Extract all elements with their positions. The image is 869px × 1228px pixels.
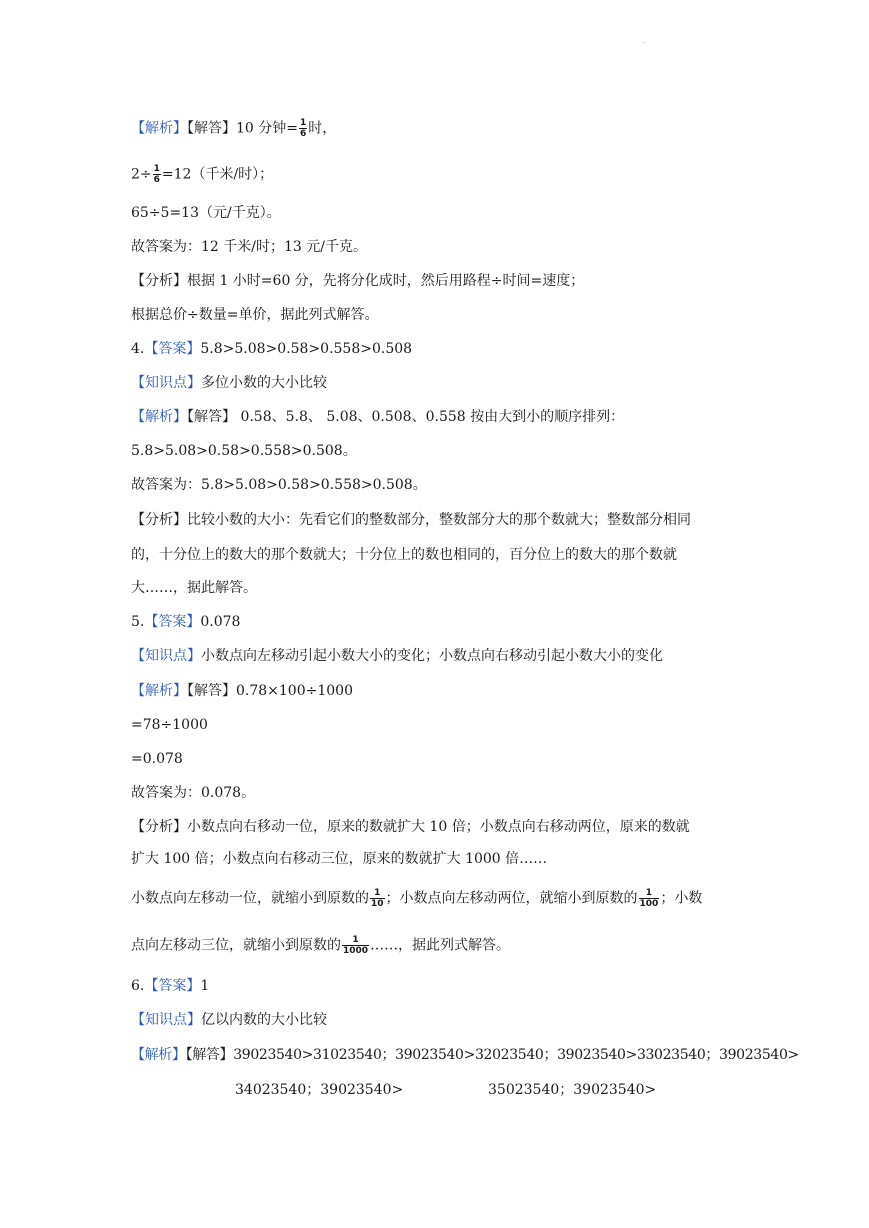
line-3: 65÷5=13（元/千克）。 — [131, 205, 281, 221]
line-26 — [131, 1010, 327, 1030]
text: 亿以内数的大小比较 — [201, 1012, 327, 1028]
fraction-numerator: 1 — [342, 935, 369, 946]
tag-knowledge: 【知识点】 — [131, 375, 201, 391]
fraction-numerator: 1 — [370, 888, 385, 899]
fraction-numerator: 1 — [300, 118, 307, 128]
tag-jiexi: 【解析】 — [131, 683, 187, 699]
text: 小数点向左移动引起小数大小的变化；小数点向右移动引起小数大小的变化 — [201, 648, 663, 664]
text: 2÷ — [131, 166, 152, 183]
line-2 — [131, 164, 273, 185]
tag-answer: 【答案】 — [144, 341, 201, 357]
tag-knowledge: 【知识点】 — [131, 648, 201, 664]
line-10: 5.8>5.08>0.58>0.558>0.508。 — [131, 443, 357, 459]
answer-value: 1 — [200, 978, 210, 994]
text: 【解答】0.78×100÷1000 — [187, 683, 353, 699]
text: 【解答】39023540>31023540；39023540>32023540；39023540>33023540；39023540> — [185, 1047, 799, 1063]
answer-value: 5.8>5.08>0.58>0.558>0.508 — [200, 341, 413, 357]
text: ；小数点向左移动两位，就缩小到原数的 — [385, 890, 638, 907]
tag-answer: 【答案】 — [144, 614, 201, 630]
fraction — [153, 164, 161, 185]
line-13: 的，十分位上的数大的那个数就大；十分位上的数也相同的，百分位上的数大的那个数就 — [131, 547, 677, 563]
tag-knowledge: 【知识点】 — [131, 1012, 201, 1028]
line-16 — [131, 646, 663, 666]
line-27 — [131, 1045, 799, 1065]
answer-value: 0.078 — [200, 614, 241, 630]
question-number: 5. — [131, 614, 145, 630]
text: ；小数 — [660, 890, 703, 907]
text: 【解答】10 分钟= — [187, 120, 298, 137]
text: 小数点向左移动一位，就缩小到原数的 — [131, 890, 369, 907]
tag-jiexi: 【解析】 — [131, 120, 187, 137]
fraction — [639, 888, 660, 909]
line-19: =0.078 — [131, 751, 183, 767]
line-23 — [131, 888, 702, 909]
line-9 — [131, 407, 624, 427]
fraction-denominator: 6 — [153, 175, 160, 185]
line-1 — [131, 118, 336, 139]
tag-jiexi: 【解析】 — [131, 409, 187, 425]
fraction-denominator: 100 — [639, 899, 659, 909]
tag-answer: 【答案】 — [144, 978, 201, 994]
line-28b: 35023540；39023540> — [488, 1082, 657, 1098]
line-18: =78÷1000 — [131, 717, 208, 733]
page-dot: . — [643, 38, 645, 45]
text: 点向左移动三位，就缩小到原数的 — [131, 937, 341, 954]
line-6: 根据总价÷数量=单价，据此列式解答。 — [131, 307, 379, 323]
text: 时， — [308, 120, 337, 137]
line-21: 【分析】小数点向右移动一位，原来的数就扩大 10 倍；小数点向右移动两位，原来的数就 — [131, 819, 690, 835]
line-28a: 34023540；39023540> — [235, 1082, 404, 1098]
fraction-numerator: 1 — [639, 888, 660, 899]
line-22: 扩大 100 倍；小数点向右移动三位，原来的数就扩大 1000 倍…… — [131, 851, 548, 867]
fraction-denominator: 1000 — [343, 946, 369, 956]
text: ……，据此列式解答。 — [370, 937, 511, 954]
fraction-denominator: 6 — [300, 129, 307, 139]
fraction-numerator: 1 — [153, 164, 160, 174]
line-17 — [131, 681, 353, 701]
line-4: 故答案为：12 千米/时；13 元/千克。 — [131, 239, 367, 255]
fraction — [370, 888, 385, 909]
line-20: 故答案为：0.078。 — [131, 785, 256, 801]
fraction — [299, 118, 307, 139]
fraction — [342, 935, 369, 956]
question-number: 4. — [131, 341, 145, 357]
text: 【解答】 0.58、5.8、 5.08、0.508、0.558 按由大到小的顺序排列： — [187, 409, 625, 425]
line-11: 故答案为：5.8>5.08>0.58>0.558>0.508。 — [131, 477, 427, 493]
line-25 — [131, 976, 209, 996]
text: =12（千米/时）； — [161, 166, 274, 183]
fraction-denominator: 10 — [371, 899, 384, 909]
line-7 — [131, 339, 412, 359]
tag-jiexi: 【解析】 — [131, 1047, 186, 1063]
line-8 — [131, 373, 327, 393]
line-15 — [131, 612, 240, 632]
line-24 — [131, 935, 510, 956]
line-12: 【分析】比较小数的大小：先看它们的整数部分，整数部分大的那个数就大；整数部分相同 — [131, 512, 691, 528]
question-number: 6. — [131, 978, 145, 994]
line-5: 【分析】根据 1 小时=60 分，先将分化成时，然后用路程÷时间=速度； — [131, 273, 585, 289]
line-14: 大……，据此解答。 — [131, 580, 257, 596]
text: 多位小数的大小比较 — [201, 375, 327, 391]
